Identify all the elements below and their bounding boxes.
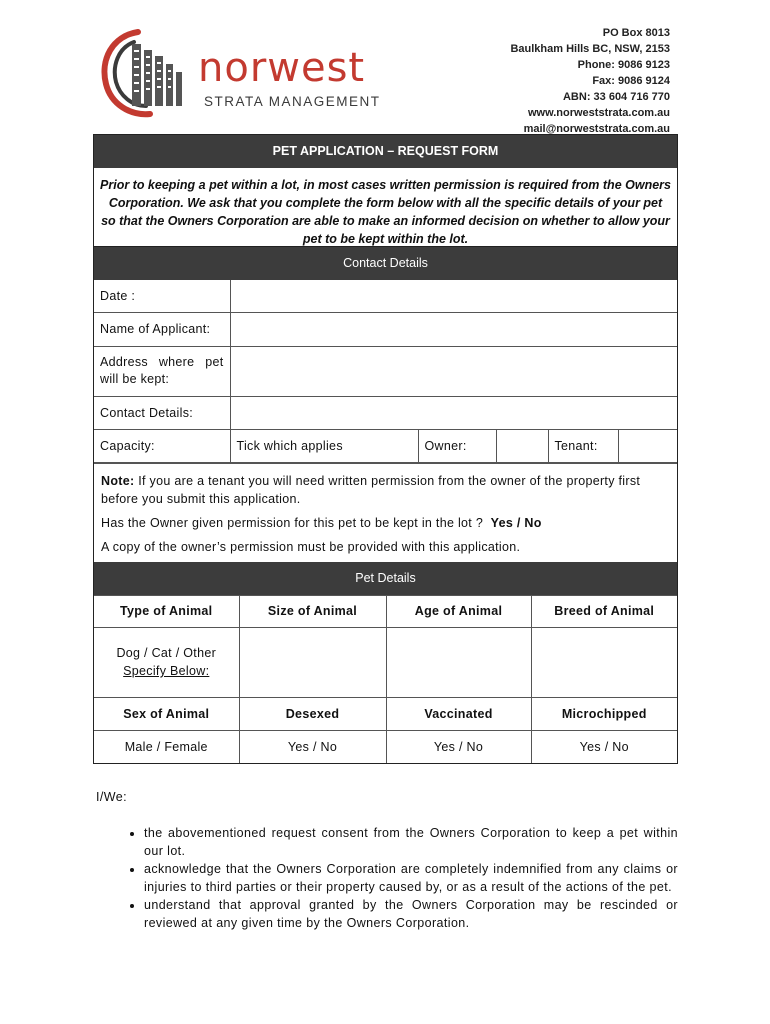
capacity-label: Capacity: (94, 429, 230, 462)
owner-permission-question: Has the Owner given permission for this pet to be kept in the lot ? (101, 515, 484, 530)
pet-details-heading: Pet Details (94, 562, 677, 595)
declaration-item: • acknowledge that the Owners Corporation are completely indemnified from any claims or injuries to third parties or their property caused by, or as a result of the actions of the pet. (144, 860, 678, 896)
logo-brand-text: norwest (198, 45, 366, 91)
po-box: PO Box 8013 (602, 27, 670, 39)
sex-of-animal-header: Sex of Animal (94, 697, 239, 730)
specify-below-label: Specify Below: (123, 664, 210, 678)
tenant-note (94, 463, 677, 562)
tenant-checkbox[interactable] (618, 429, 677, 462)
tenant-label: Tenant: (548, 429, 618, 462)
abn: ABN: 33 604 716 770 (562, 91, 670, 103)
website-link[interactable]: www.norweststrata.com.au (527, 107, 670, 119)
form-title: PET APPLICATION – REQUEST FORM (94, 135, 677, 168)
date-field[interactable] (230, 280, 677, 312)
pet-address-label: Address where pet will be kept: (94, 346, 230, 396)
note-label: Note: (101, 473, 135, 488)
yes-no-choice[interactable]: Yes / No (490, 515, 542, 530)
declaration-list (96, 824, 678, 932)
date-label: Date : (94, 280, 230, 312)
size-of-animal-field[interactable] (239, 627, 386, 697)
email-link[interactable]: mail@norweststrata.com.au (523, 123, 670, 135)
age-of-animal-field[interactable] (386, 627, 531, 697)
applicant-name-label: Name of Applicant: (94, 312, 230, 346)
microchipped-options[interactable]: Yes / No (531, 730, 677, 763)
vaccinated-header: Vaccinated (386, 697, 531, 730)
company-contact-block (510, 25, 670, 137)
contact-details-label: Contact Details: (94, 396, 230, 429)
address-line: Baulkham Hills BC, NSW, 2153 (510, 43, 670, 55)
building-logo-icon (98, 26, 198, 118)
note-text: If you are a tenant you will need written permission from the owner of the property first before you submit this application. (101, 473, 641, 506)
desexed-options[interactable]: Yes / No (239, 730, 386, 763)
declaration-intro: I/We: (96, 790, 127, 804)
fax: Fax: 9086 9124 (592, 75, 670, 87)
size-of-animal-header: Size of Animal (239, 595, 386, 627)
type-of-animal-header: Type of Animal (94, 595, 239, 627)
type-of-animal-cell[interactable] (94, 627, 239, 697)
form-intro: Prior to keeping a pet within a lot, in most cases written permission is required from the Owners Corporation. We ask that you complete the form below with all the specific details of your pet so that the Owners Corporation are able to make an informed decision on whether to allow your pet to be kept within the lot. (94, 168, 677, 247)
contact-details-heading: Contact Details (94, 247, 677, 280)
company-logo (98, 26, 408, 118)
breed-of-animal-field[interactable] (531, 627, 677, 697)
contact-details-field[interactable] (230, 396, 677, 429)
pet-details-table (94, 595, 677, 764)
declaration-item: • understand that approval granted by the Owners Corporation may be rescinded or reviewed at any given time by the Owners Corporation. (144, 896, 678, 932)
pet-address-field[interactable] (230, 346, 677, 396)
pet-application-form (93, 134, 678, 764)
owner-checkbox[interactable] (496, 429, 548, 462)
age-of-animal-header: Age of Animal (386, 595, 531, 627)
applicant-name-field[interactable] (230, 312, 677, 346)
breed-of-animal-header: Breed of Animal (531, 595, 677, 627)
copy-requirement: A copy of the owner’s permission must be provided with this application. (101, 539, 521, 554)
owner-label: Owner: (418, 429, 496, 462)
tick-instruction: Tick which applies (230, 429, 418, 462)
phone: Phone: 9086 9123 (577, 59, 670, 71)
sex-options[interactable]: Male / Female (94, 730, 239, 763)
animal-type-options: Dog / Cat / Other (116, 646, 217, 660)
microchipped-header: Microchipped (531, 697, 677, 730)
vaccinated-options[interactable]: Yes / No (386, 730, 531, 763)
declaration (96, 790, 678, 932)
logo-subtitle: STRATA MANAGEMENT (204, 94, 381, 109)
desexed-header: Desexed (239, 697, 386, 730)
contact-details-table (94, 280, 677, 463)
declaration-item: • the abovementioned request consent from the Owners Corporation to keep a pet within our lot. (144, 824, 678, 860)
